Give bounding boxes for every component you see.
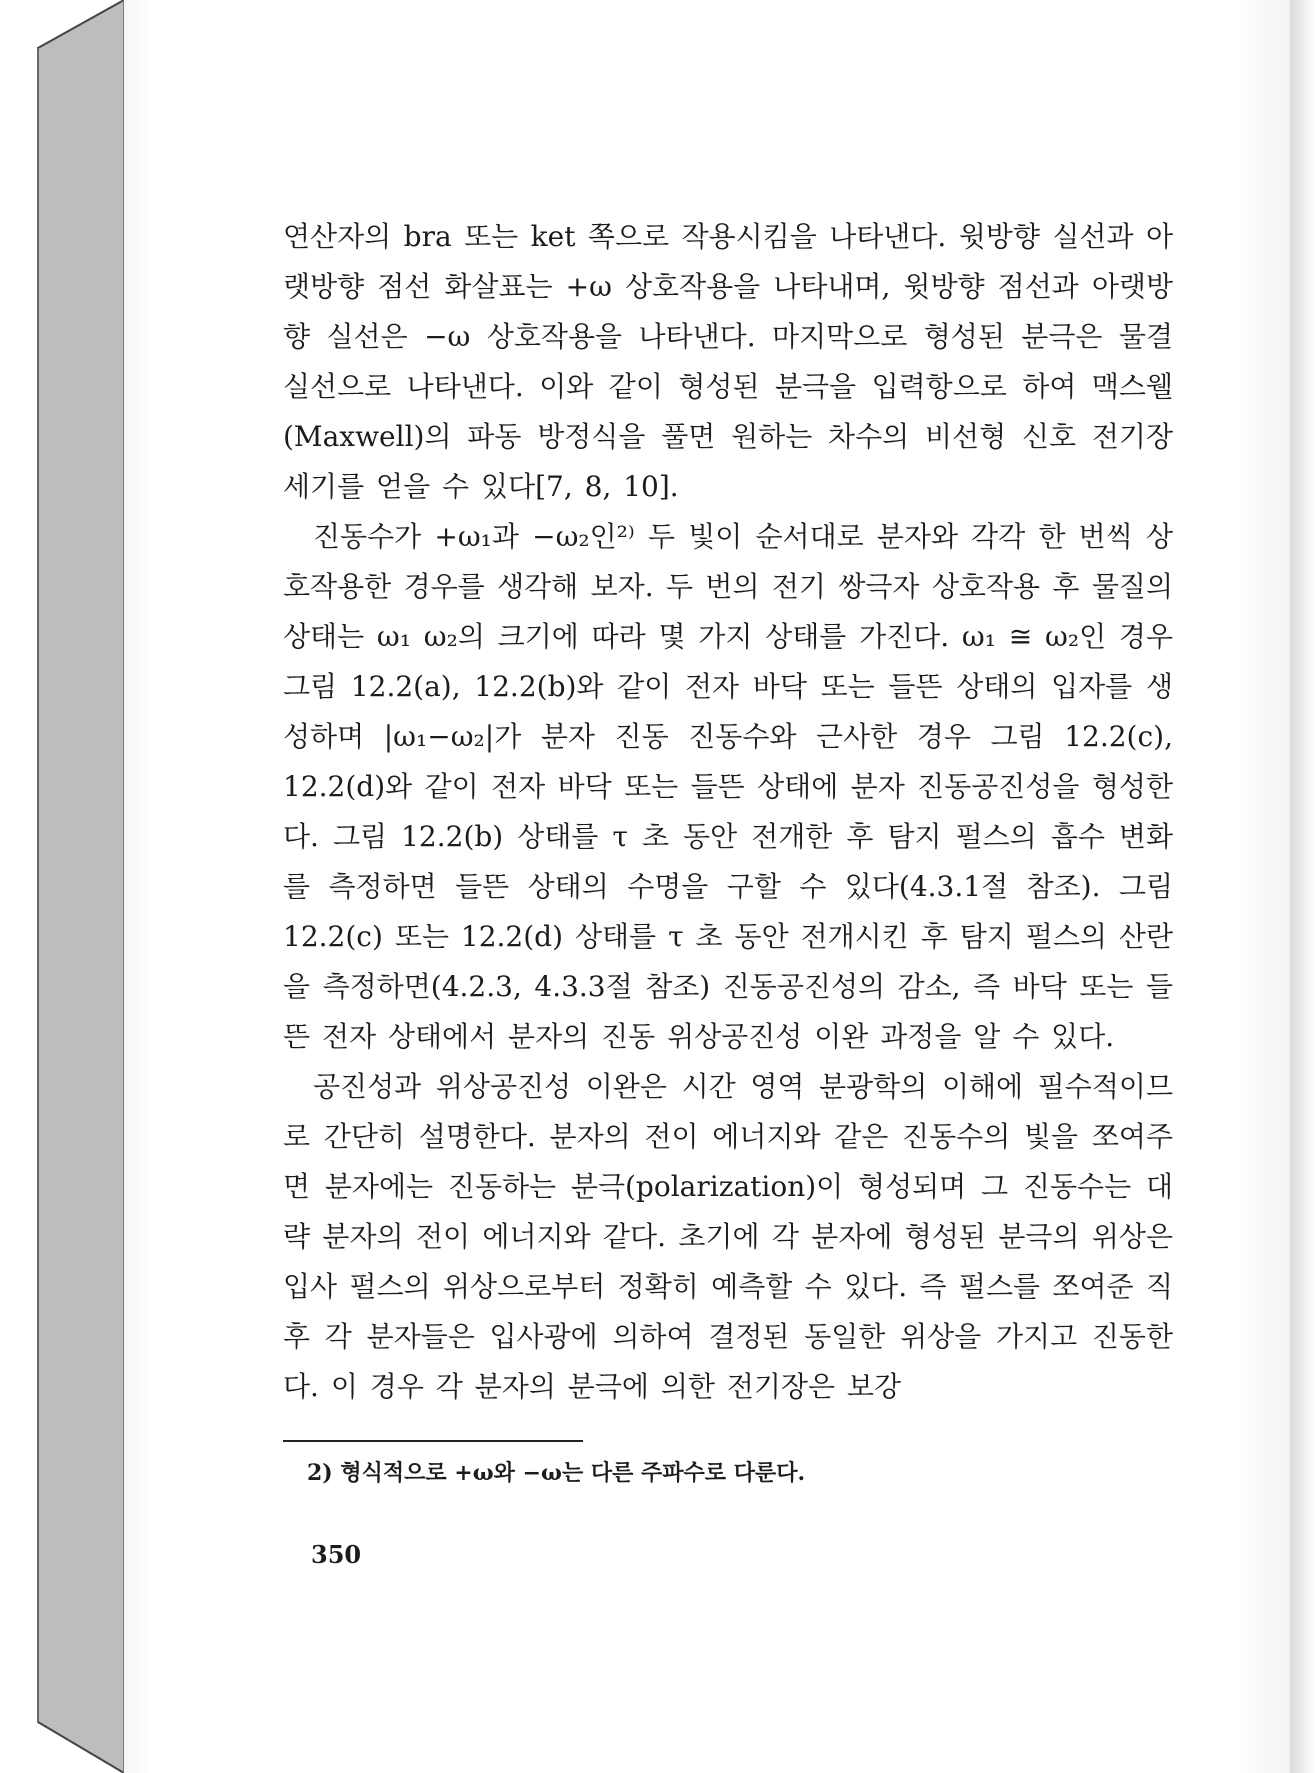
body-text <box>283 212 1173 1412</box>
footnote: 2) 형식적으로 +ω와 −ω는 다른 주파수로 다룬다. <box>307 1460 806 1486</box>
page-number: 350 <box>311 1540 362 1569</box>
paragraph-2: 진동수가 +ω₁과 −ω₂인²⁾ 두 빛이 순서대로 분자와 각각 한 번씩 상호작용한 경우를 생각해 보자. 두 번의 전기 쌍극자 상호작용 후 물질의 상태는 ω₁ ω₂의 크기에 따라 몇 가지 상태를 가진다. ω₁ ≅ ω₂인 경우 그림 12.2(a), 12.2(b)와 같이 전자 바닥 또는 들뜬 상태의 입자를 생성하며 |ω₁−ω₂|가 분자 진동 진동수와 근사한 경우 그림 12.2(c), 12.2(d)와 같이 전자 바닥 또는 들뜬 상태에 분자 진동공진성을 형성한다. 그림 12.2(b) 상태를 τ 초 동안 전개한 후 탐지 펄스의 흡수 변화를 측정하면 들뜬 상태의 수명을 구할 수 있다(4.3.1절 참조). 그림 12.2(c) 또는 12.2(d) 상태를 τ 초 동안 전개시킨 후 탐지 펄스의 산란을 측정하면(4.2.3, 4.3.3절 참조) 진동공진성의 감소, 즉 바닥 또는 들뜬 전자 상태에서 분자의 진동 위상공진성 이완 과정을 알 수 있다. <box>283 520 1173 1053</box>
paragraph-1: 연산자의 bra 또는 ket 쪽으로 작용시킴을 나타낸다. 윗방향 실선과 아랫방향 점선 화살표는 +ω 상호작용을 나타내며, 윗방향 점선과 아랫방향 실선은 −ω 상호작용을 나타낸다. 마지막으로 형성된 분극은 물결 실선으로 나타낸다. 이와 같이 형성된 분극을 입력항으로 하여 맥스웰(Maxwell)의 파동 방정식을 풀면 원하는 차수의 비선형 신호 전기장 세기를 얻을 수 있다[7, 8, 10]. <box>283 220 1173 503</box>
footnote-divider <box>283 1440 583 1442</box>
page-edge-shadow <box>1290 0 1316 1773</box>
paragraph-3: 공진성과 위상공진성 이완은 시간 영역 분광학의 이해에 필수적이므로 간단히 설명한다. 분자의 전이 에너지와 같은 진동수의 빛을 쪼여주면 분자에는 진동하는 분극(polarization)이 형성되며 그 진동수는 대략 분자의 전이 에너지와 같다. 초기에 각 분자에 형성된 분극의 위상은 입사 펄스의 위상으로부터 정확히 예측할 수 있다. 즉 펄스를 쪼여준 직후 각 분자들은 입사광에 의하여 결정된 동일한 위상을 가지고 진동한다. 이 경우 각 분자의 분극에 의한 전기장은 보강 <box>283 1070 1173 1403</box>
